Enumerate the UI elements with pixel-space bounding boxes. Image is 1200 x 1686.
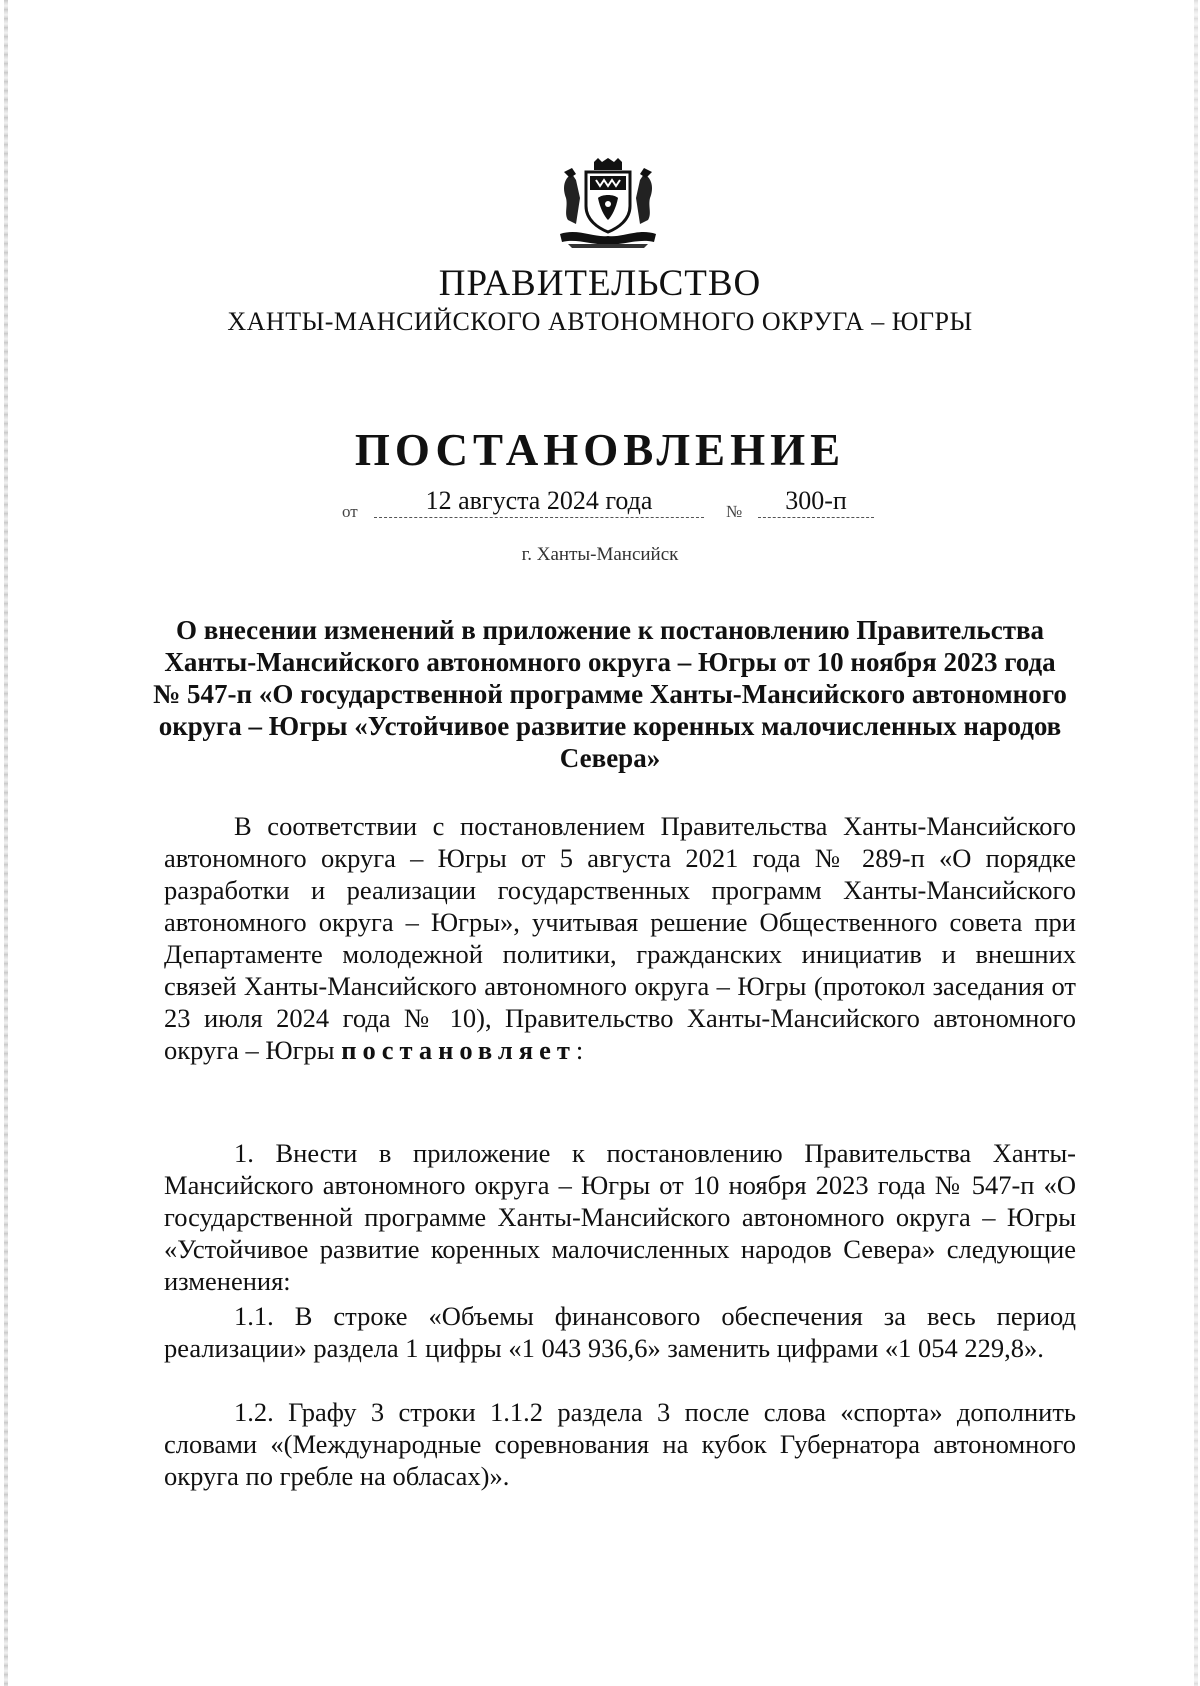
- government-subtitle: ХАНТЫ-МАНСИЙСКОГО АВТОНОМНОГО ОКРУГА – ЮГРЫ: [227, 307, 973, 336]
- item-1-2-paragraph: 1.2. Графу 3 строки 1.1.2 раздела 3 после слова «спорта» дополнить словами «(Международные соревнования на кубок Губернатора автономного округа по гребле на обласах)».: [164, 1397, 1076, 1491]
- date-prefix-label: от: [342, 502, 358, 521]
- preamble-paragraph: [164, 810, 1076, 1066]
- number-sign-label: №: [726, 502, 743, 521]
- resolves-word: постановляет: [341, 1035, 576, 1065]
- scan-edge-right: [1194, 0, 1198, 1686]
- preamble-text: В соответствии с постановлением Правительства Ханты-Мансийского автономного округа – Югры от 5 августа 2021 года № 289-п «О порядке разработки и реализации государственных программ Ханты-Мансийского автономного округа – Югры», учитывая решение Общественного совета при Департаменте молодежной политики, гражданских инициатив и внешних связей Ханты-Мансийского автономного округа – Югры (протокол заседания от 23 июля 2024 года № 10), Правительство Ханты-Мансийского автономного округа – Югры: [164, 811, 1076, 1065]
- city-line: г. Ханты-Мансийск: [521, 544, 679, 565]
- government-title: ПРАВИТЕЛЬСТВО: [438, 263, 762, 304]
- document-meta-row: [342, 485, 882, 525]
- item-1-paragraph: 1. Внести в приложение к постановлению Правительства Ханты-Мансийского автономного округа – Югры от 10 ноября 2023 года № 547-п «О государственной программе Ханты-Мансийского автономного округа – Югры «Устойчивое развитие коренных малочисленных народов Севера» следующие изменения:: [164, 1138, 1076, 1296]
- scan-edge-left: [4, 0, 8, 1686]
- coat-of-arms-emblem-icon: [554, 158, 662, 250]
- document-subject: О внесении изменений в приложение к постановлению Правительства Ханты-Мансийского автономного округа – Югры от 10 ноября 2023 года № 547-п «О государственной программе Ханты-Мансийского автономного округа – Югры «Устойчивое развитие коренных малочисленных народов Севера»: [153, 615, 1067, 773]
- document-date: 12 августа 2024 года: [374, 485, 704, 518]
- document-number: 300-п: [758, 485, 874, 518]
- document-type-heading: ПОСТАНОВЛЕНИЕ: [354, 425, 846, 475]
- item-1-1-paragraph: 1.1. В строке «Объемы финансового обеспечения за весь период реализации» раздела 1 цифры «1 043 936,6» заменить цифрами «1 054 229,8».: [164, 1301, 1076, 1363]
- resolves-colon: :: [575, 1035, 584, 1065]
